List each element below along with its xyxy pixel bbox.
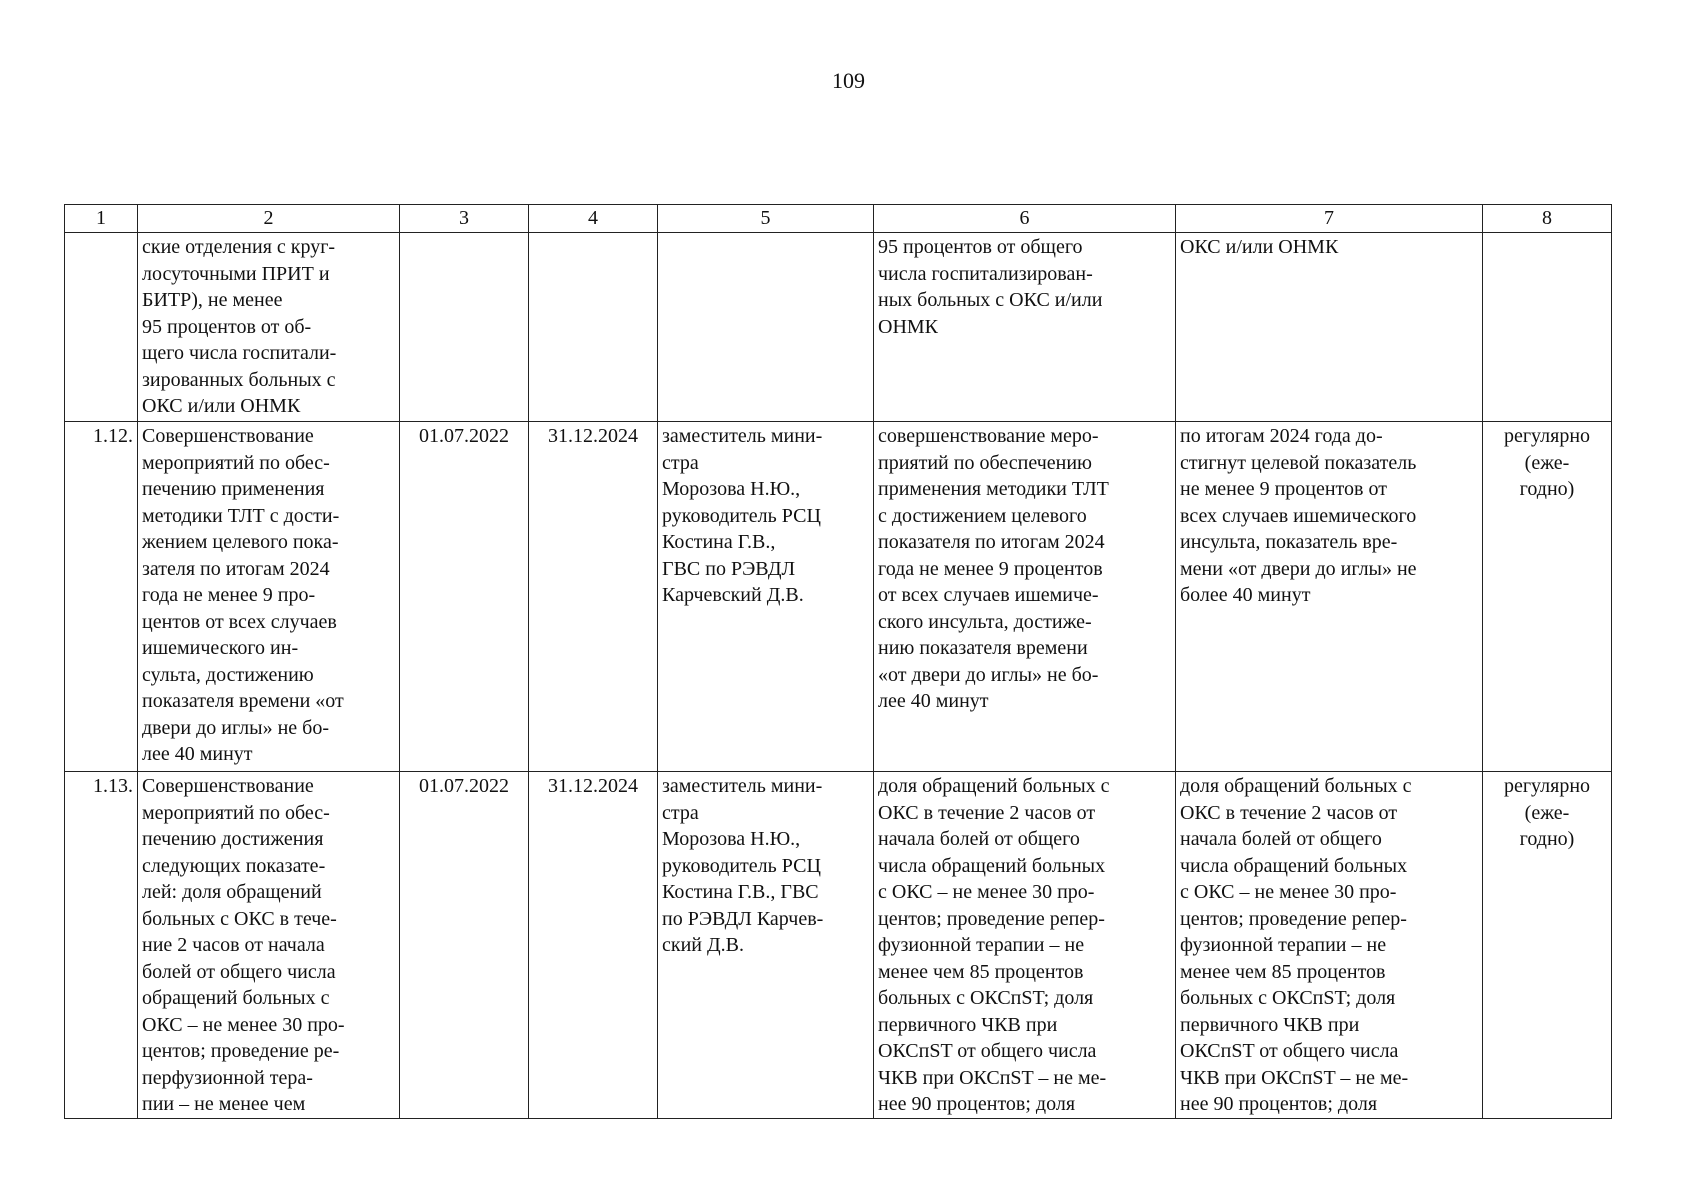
column-header: 6 [874, 205, 1176, 233]
column-header: 2 [138, 205, 400, 233]
result-cell: совершенствование меро- приятий по обеспечению применения методики ТЛТ с достижением целевого показателя по итогам 2024 года не менее 9 процентов от всех случаев ишемиче- ского инсульта, достиже- нию показателя времени «от двери до иглы» не бо- лее 40 минут [874, 422, 1176, 772]
table-header-row [65, 205, 1612, 233]
column-header: 8 [1483, 205, 1612, 233]
indicator-cell: доля обращений больных с ОКС в течение 2 часов от начала болей от общего числа обращений больных с ОКС – не менее 30 про- центов; проведение репер- фузионной терапии – не менее чем 85 процентов больных с ОКСпST; доля первичного ЧКВ при ОКСпST от общего числа ЧКВ при ОКСпST – не ме- нее 90 процентов; доля [1176, 772, 1483, 1119]
table-row [65, 422, 1612, 772]
indicator-cell: ОКС и/или ОНМК [1176, 233, 1483, 422]
description-cell: ские отделения с круг- лосуточными ПРИТ и БИТР), не менее 95 процентов от об- щего числа госпитали- зированных больных с ОКС и/или ОНМК [138, 233, 400, 422]
responsible-cell: заместитель мини- стра Морозова Н.Ю., руководитель РСЦ Костина Г.В., ГВС по РЭВДЛ Карчевский Д.В. [658, 422, 874, 772]
start-date-cell [400, 233, 529, 422]
item-number-cell: 1.13. [65, 772, 138, 1119]
result-cell: 95 процентов от общего числа госпитализирован- ных больных с ОКС и/или ОНМК [874, 233, 1176, 422]
column-header: 4 [529, 205, 658, 233]
description-cell: Совершенствование мероприятий по обес- печению достижения следующих показате- лей: доля обращений больных с ОКС в тече- ние 2 часов от начала болей от общего числа обращений больных с ОКС – не менее 30 про- центов; проведение ре- перфузионной тера- пии – не менее чем [138, 772, 400, 1119]
responsible-cell [658, 233, 874, 422]
plan-table [64, 204, 1612, 1119]
column-header: 1 [65, 205, 138, 233]
item-number-cell [65, 233, 138, 422]
start-date-cell: 01.07.2022 [400, 422, 529, 772]
indicator-cell: по итогам 2024 года до- стигнут целевой показатель не менее 9 процентов от всех случаев ишемического инсульта, показатель вре- мени «от двери до иглы» не более 40 минут [1176, 422, 1483, 772]
responsible-cell: заместитель мини- стра Морозова Н.Ю., руководитель РСЦ Костина Г.В., ГВС по РЭВДЛ Карчев- ский Д.В. [658, 772, 874, 1119]
end-date-cell: 31.12.2024 [529, 422, 658, 772]
frequency-cell: регулярно (еже- годно) [1483, 772, 1612, 1119]
result-cell: доля обращений больных с ОКС в течение 2 часов от начала болей от общего числа обращений больных с ОКС – не менее 30 про- центов; проведение репер- фузионной терапии – не менее чем 85 процентов больных с ОКСпST; доля первичного ЧКВ при ОКСпST от общего числа ЧКВ при ОКСпST – не ме- нее 90 процентов; доля [874, 772, 1176, 1119]
column-header: 5 [658, 205, 874, 233]
table-row [65, 233, 1612, 422]
page-number: 109 [832, 68, 865, 93]
frequency-cell [1483, 233, 1612, 422]
column-header: 3 [400, 205, 529, 233]
item-number-cell: 1.12. [65, 422, 138, 772]
frequency-cell: регулярно (еже- годно) [1483, 422, 1612, 772]
end-date-cell: 31.12.2024 [529, 772, 658, 1119]
description-cell: Совершенствование мероприятий по обес- печению применения методики ТЛТ с дости- жением целевого пока- зателя по итогам 2024 года не менее 9 про- центов от всех случаев ишемического ин- сульта, достижению показателя времени «от двери до иглы» не бо- лее 40 минут [138, 422, 400, 772]
end-date-cell [529, 233, 658, 422]
start-date-cell: 01.07.2022 [400, 772, 529, 1119]
column-header: 7 [1176, 205, 1483, 233]
table-row [65, 772, 1612, 1119]
